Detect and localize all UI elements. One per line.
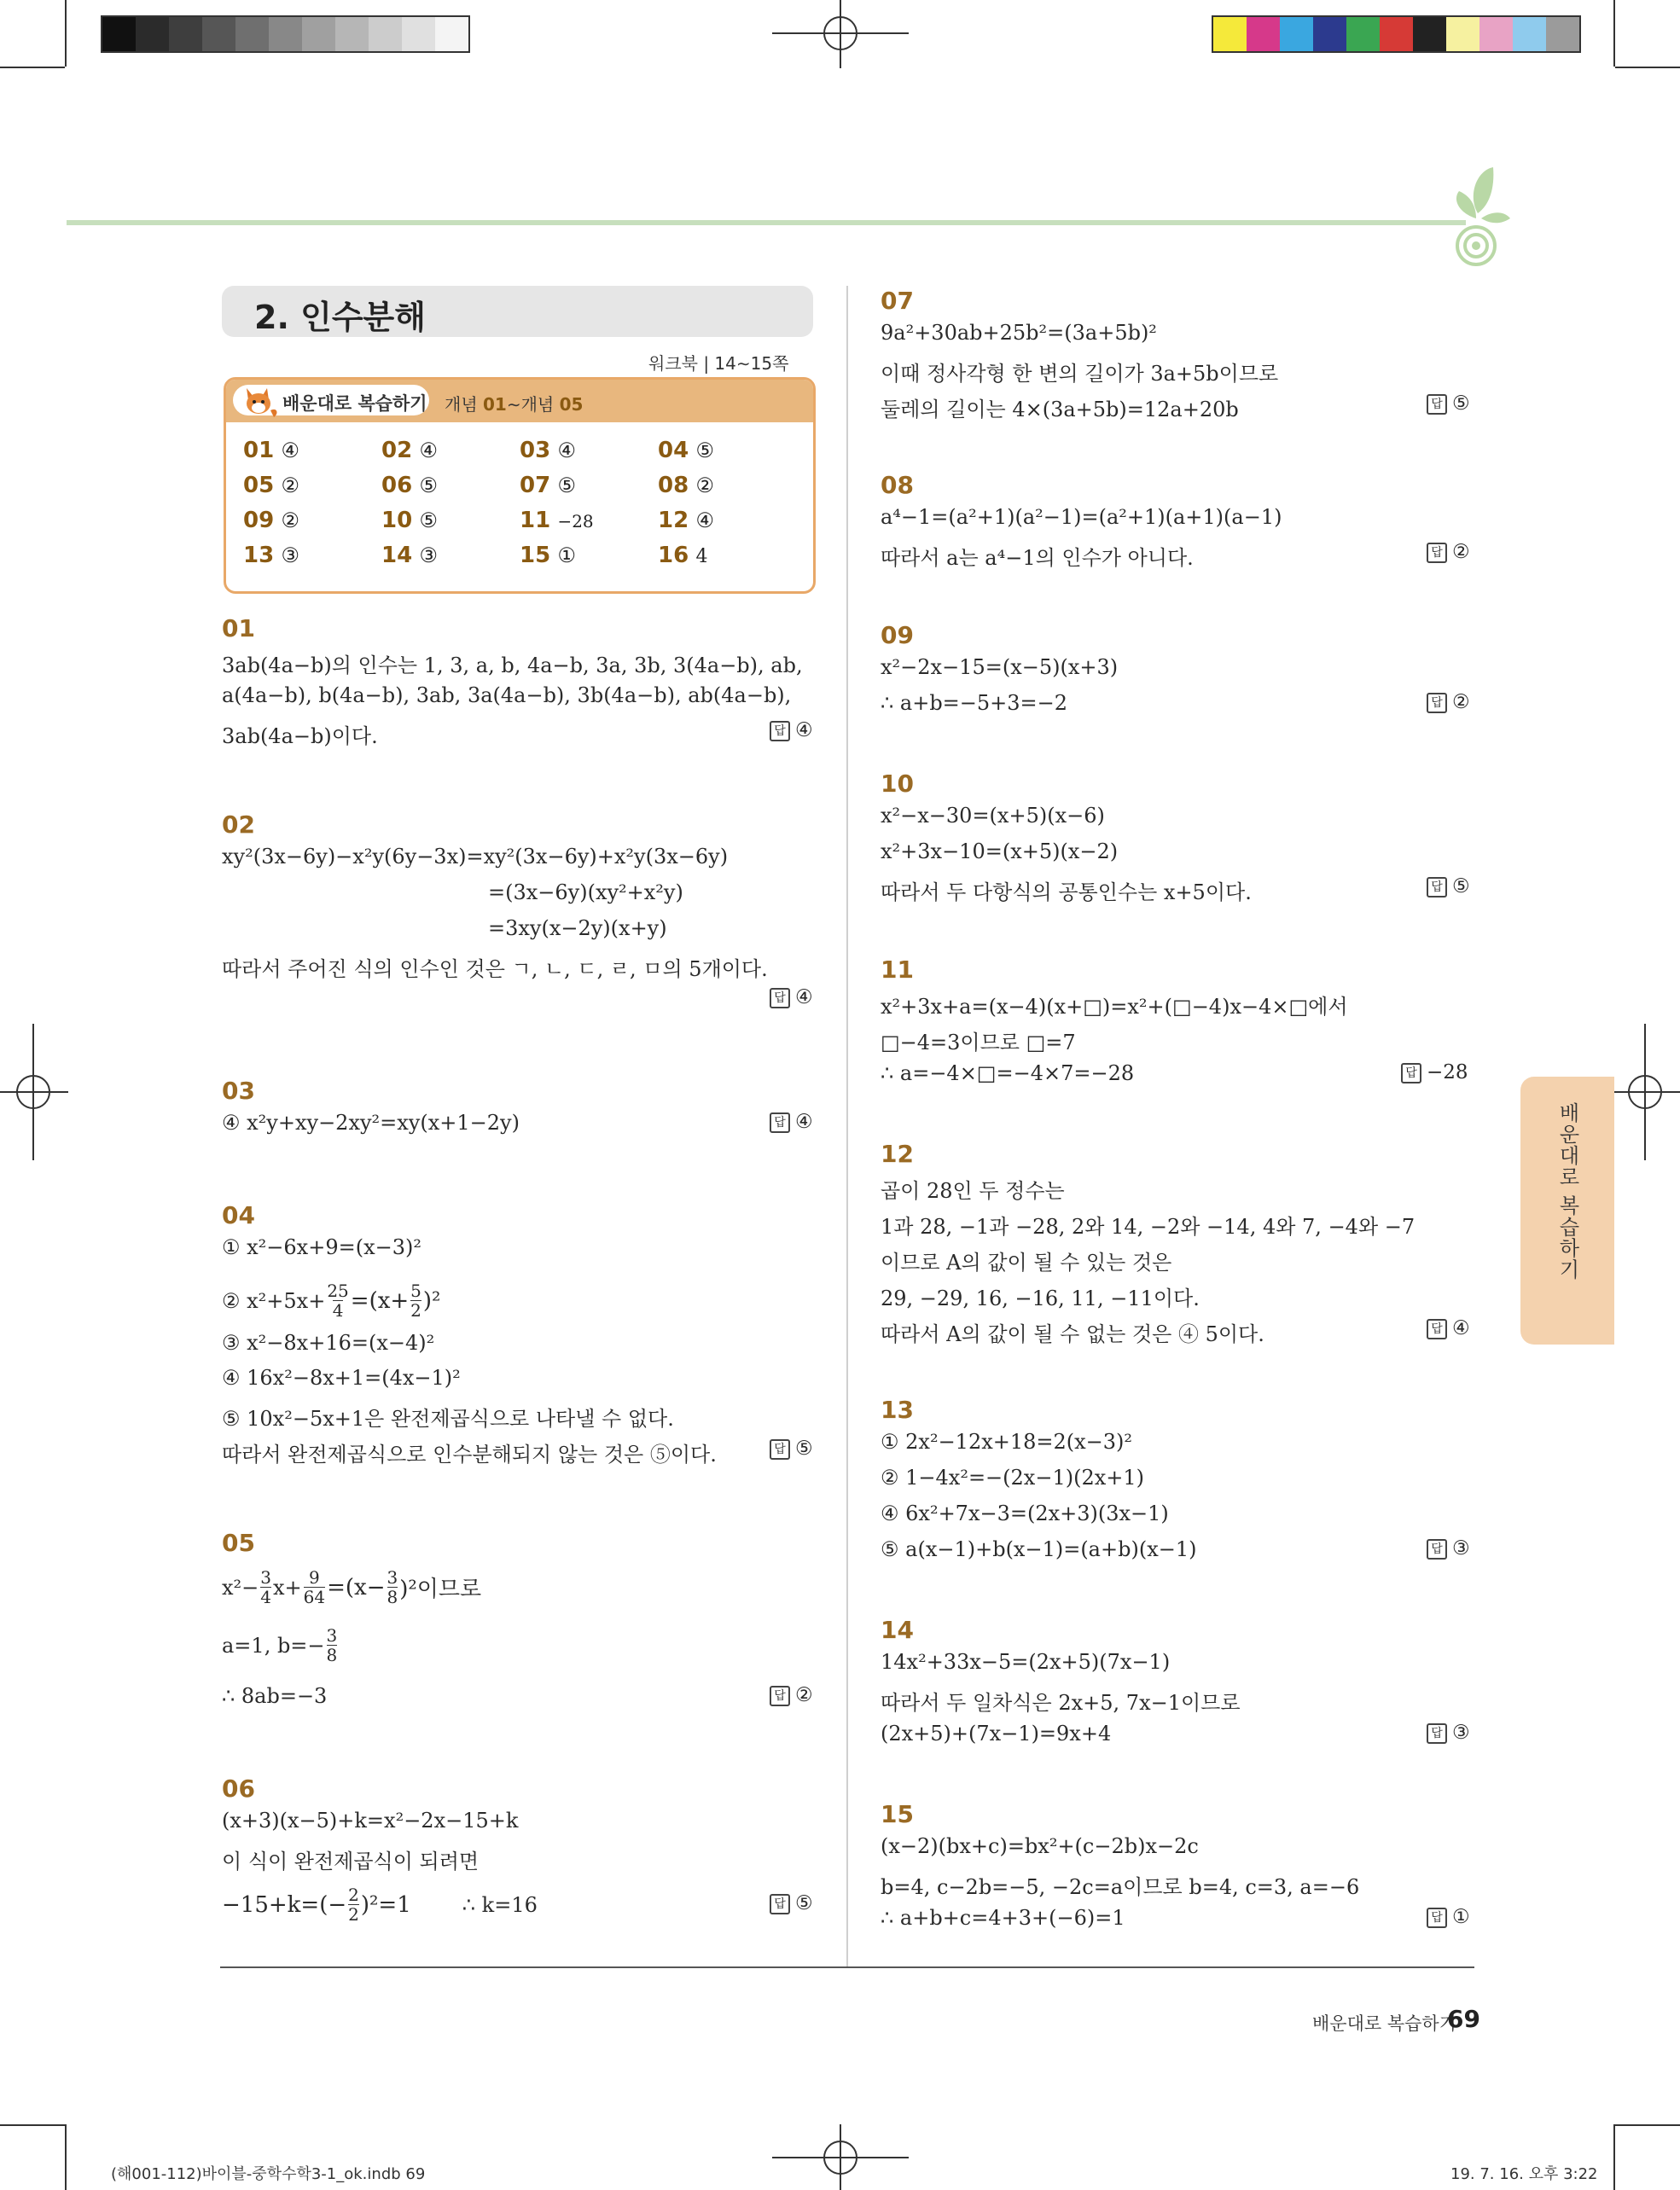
- solution-line: x²−x−30=(x+5)(x−6): [881, 804, 1105, 828]
- problem-number: 03: [222, 1077, 255, 1105]
- answer-label-icon: 답: [770, 1112, 790, 1133]
- color-swatch: [1213, 17, 1247, 51]
- registration-mark-left: [0, 1024, 68, 1160]
- solution-line: x²−2x−15=(x−5)(x+3): [881, 655, 1119, 679]
- answer-value: −28: [1427, 1061, 1468, 1083]
- solution-line: 이 식이 완전제곱식이 되려면: [222, 1850, 480, 1873]
- solution-line: a(4a−b), b(4a−b), 3ab, 3a(4a−b), 3b(4a−b), ab(4a−b),: [222, 683, 792, 707]
- solution-line: 따라서 주어진 식의 인수인 것은 ㄱ, ㄴ, ㄷ, ㄹ, ㅁ의 5개이다.: [222, 957, 768, 981]
- fraction: $\frac{25}{4}$: [327, 1281, 349, 1321]
- color-swatch: [1446, 17, 1479, 51]
- problem-number: 04: [222, 1201, 255, 1229]
- answer-value: ⑤: [1452, 392, 1470, 415]
- solution-line: ④ x²y+xy−2xy²=xy(x+1−2y): [222, 1111, 520, 1135]
- solution-line: x²+3x+a=(x−4)(x+□)=x²+(□−4)x−4×□에서: [881, 995, 1348, 1019]
- answer-mark: [1427, 1317, 1470, 1339]
- answer-value: ④: [795, 986, 813, 1008]
- gray-swatch: [169, 17, 202, 51]
- solution-line: x²− $\frac{3}{4}$ x+ $\frac{9}{64}$ =(x− $\frac{3}{8}$ )²이므로: [222, 1567, 482, 1607]
- solution-line: 둘레의 길이는 4×(3a+5b)=12a+20b: [881, 398, 1239, 421]
- problem-number: 10: [881, 770, 914, 798]
- answer-label-icon: 답: [1427, 394, 1447, 415]
- registration-mark-top: [772, 0, 909, 68]
- color-swatch: [1247, 17, 1280, 51]
- side-tab-label: 배운대로 복습하기: [1555, 1102, 1579, 1281]
- answer-item: 16 4: [658, 543, 708, 568]
- side-tab: [1520, 1077, 1614, 1345]
- answer-label-icon: 답: [770, 1686, 790, 1706]
- solution-line: ⑤ 10x²−5x+1은 완전제곱식으로 나타낼 수 없다.: [222, 1407, 674, 1431]
- fraction: $\frac{5}{2}$: [410, 1281, 421, 1321]
- answer-value: ⑤: [795, 1438, 813, 1460]
- solution-line: ∴ a=−4×□=−4×7=−28: [881, 1061, 1135, 1085]
- solution-line: ① 2x²−12x+18=2(x−3)²: [881, 1430, 1133, 1454]
- answer-item: 13 ③: [243, 543, 299, 568]
- solution-line: a=1, b=− $\frac{3}{8}$: [222, 1625, 338, 1665]
- concept-to: 05: [559, 394, 584, 415]
- color-swatch: [1380, 17, 1413, 51]
- answer-mark: [1427, 541, 1470, 563]
- solution-line: 9a²+30ab+25b²=(3a+5b)²: [881, 321, 1157, 345]
- solution-line: (2x+5)+(7x−1)=9x+4: [881, 1722, 1112, 1746]
- page-number: 69: [1447, 2005, 1480, 2033]
- solution-line: 3ab(4a−b)의 인수는 1, 3, a, b, 4a−b, 3a, 3b, 3(4a−b), ab,: [222, 654, 803, 677]
- answer-mark: [1401, 1061, 1468, 1083]
- print-date: 19. 7. 16. 오후 3:22: [1450, 2165, 1598, 2183]
- problem-number: 12: [881, 1140, 914, 1168]
- problem-number: 11: [881, 956, 914, 984]
- concept-range: [445, 391, 583, 415]
- print-file-info: (해001-112)바이블-중학수학3-1_ok.indb 69: [111, 2165, 426, 2183]
- solution-line: 따라서 A의 값이 될 수 없는 것은 ④ 5이다.: [881, 1322, 1264, 1346]
- section-title-bar: [222, 286, 813, 337]
- answer-value: ②: [1452, 691, 1470, 713]
- solution-line: ∴ 8ab=−3: [222, 1684, 328, 1708]
- column-divider: [846, 286, 848, 1966]
- answer-item: 07 ⑤: [520, 473, 576, 498]
- solution-line: 이때 정사각형 한 변의 길이가 3a+5b이므로: [881, 362, 1279, 386]
- answer-mark: [770, 1684, 813, 1706]
- section-title: 2. 인수분해: [254, 299, 426, 336]
- answer-label-icon: 답: [1401, 1063, 1421, 1083]
- problem-number: 07: [881, 287, 914, 315]
- solution-line: −15+k=(− $\frac{2}{2}$ )²=1 ∴ k=16: [222, 1885, 538, 1925]
- solution-line: ③ x²−8x+16=(x−4)²: [222, 1331, 435, 1355]
- gray-swatch: [302, 17, 335, 51]
- answer-value: ⑤: [795, 1892, 813, 1914]
- concept-prefix: 개념: [445, 394, 483, 415]
- concept-sep: ∼개념: [506, 394, 560, 415]
- solution-line: ∴ a+b=−5+3=−2: [881, 691, 1068, 715]
- solution-line: ② x²+5x+ $\frac{25}{4}$ =(x+ $\frac{5}{2}$ )²: [222, 1281, 441, 1321]
- solution-line: ④ 6x²+7x−3=(2x+3)(3x−1): [881, 1502, 1169, 1525]
- answer-item: 12 ④: [658, 508, 714, 533]
- answer-mark: [1427, 875, 1470, 897]
- gray-swatch: [235, 17, 269, 51]
- header-rule: [67, 220, 1466, 225]
- solution-line: ⑤ a(x−1)+b(x−1)=(a+b)(x−1): [881, 1537, 1197, 1561]
- crop-mark: [0, 2124, 65, 2126]
- fraction: $\frac{3}{8}$: [326, 1625, 338, 1665]
- solution-line: a⁴−1=(a²+1)(a²−1)=(a²+1)(a+1)(a−1): [881, 505, 1282, 529]
- color-calibration-bar: [1212, 15, 1581, 53]
- solution-line: (x−2)(bx+c)=bx²+(c−2b)x−2c: [881, 1834, 1199, 1858]
- answer-mark: [770, 1892, 813, 1914]
- answer-mark: [1427, 1722, 1470, 1744]
- footer-label: 배운대로 복습하기: [1312, 2013, 1456, 2034]
- answer-item: 01 ④: [243, 438, 299, 463]
- answer-mark: [1427, 1537, 1470, 1560]
- gray-swatch: [335, 17, 369, 51]
- answer-label-icon: 답: [770, 1894, 790, 1914]
- solution-line: xy²(3x−6y)−x²y(6y−3x)=xy²(3x−6y)+x²y(3x−6y): [222, 845, 729, 868]
- solution-line: ④ 16x²−8x+1=(4x−1)²: [222, 1366, 461, 1390]
- fraction: $\frac{3}{8}$: [387, 1567, 398, 1607]
- fraction: $\frac{3}{4}$: [260, 1567, 271, 1607]
- answer-value: ②: [795, 1684, 813, 1706]
- solution-line: b=4, c−2b=−5, −2c=a이므로 b=4, c=3, a=−6: [881, 1875, 1360, 1899]
- leaf-ornament-icon: [1433, 162, 1519, 273]
- registration-mark-bottom: [772, 2124, 909, 2190]
- answer-label-icon: 답: [1427, 1723, 1447, 1744]
- solution-line: =(3x−6y)(xy²+x²y): [488, 880, 683, 904]
- solution-line: 3ab(4a−b)이다.: [222, 724, 378, 748]
- answer-mark: [1427, 392, 1470, 415]
- crop-mark: [65, 0, 67, 67]
- solution-line: 따라서 두 다항식의 공통인수는 x+5이다.: [881, 880, 1252, 904]
- answer-mark: [770, 1111, 813, 1133]
- answer-mark: [770, 1438, 813, 1460]
- answer-label-icon: 답: [1427, 693, 1447, 713]
- solution-line: 곱이 28인 두 정수는: [881, 1179, 1065, 1203]
- solution-line: =3xy(x−2y)(x+y): [488, 916, 667, 940]
- answer-mark: [1427, 691, 1470, 713]
- problem-number: 02: [222, 810, 255, 839]
- solution-line: 14x²+33x−5=(2x+5)(7x−1): [881, 1650, 1171, 1674]
- review-answer-header: [226, 380, 813, 422]
- fox-mascot-icon: [241, 385, 279, 419]
- problem-number: 09: [881, 621, 914, 649]
- answer-value: ⑤: [1452, 875, 1470, 897]
- answer-item: 11 −28: [520, 508, 594, 533]
- review-badge: [233, 385, 429, 415]
- color-swatch: [1513, 17, 1546, 51]
- solution-line: 따라서 두 일차식은 2x+5, 7x−1이므로: [881, 1691, 1241, 1715]
- gray-swatch: [269, 17, 302, 51]
- footer-rule: [220, 1966, 1474, 1968]
- answer-item: 08 ②: [658, 473, 714, 498]
- answer-label-icon: 답: [770, 988, 790, 1008]
- answer-mark: [1427, 1906, 1470, 1928]
- answer-value: ①: [1452, 1906, 1470, 1928]
- answer-label-icon: 답: [1427, 1539, 1447, 1560]
- solution-line: 따라서 완전제곱식으로 인수분해되지 않는 것은 ⑤이다.: [222, 1443, 717, 1467]
- crop-mark: [0, 67, 65, 68]
- answer-value: ③: [1452, 1722, 1470, 1744]
- problem-number: 14: [881, 1616, 914, 1644]
- answer-label-icon: 답: [1427, 1319, 1447, 1339]
- fraction: $\frac{2}{2}$: [348, 1885, 359, 1925]
- crop-mark: [1615, 2124, 1680, 2126]
- crop-mark: [1615, 67, 1680, 68]
- solution-line: (x+3)(x−5)+k=x²−2x−15+k: [222, 1809, 519, 1833]
- answer-mark: [770, 986, 813, 1008]
- color-swatch: [1546, 17, 1579, 51]
- review-badge-label: 배운대로 복습하기: [282, 393, 427, 414]
- color-swatch: [1346, 17, 1380, 51]
- answer-value: ④: [1452, 1317, 1470, 1339]
- gray-swatch: [402, 17, 435, 51]
- workbook-reference: 워크북 | 14∼15쪽: [648, 353, 789, 374]
- answer-item: 04 ⑤: [658, 438, 714, 463]
- gray-swatch: [102, 17, 136, 51]
- crop-mark: [65, 2124, 67, 2190]
- answer-label-icon: 답: [770, 1439, 790, 1460]
- answer-item: 06 ⑤: [381, 473, 438, 498]
- gray-swatch: [369, 17, 402, 51]
- crop-mark: [1613, 2124, 1615, 2190]
- problem-number: 05: [222, 1529, 255, 1557]
- answer-item: 02 ④: [381, 438, 438, 463]
- solution-line: ② 1−4x²=−(2x−1)(2x+1): [881, 1466, 1144, 1490]
- answer-label-icon: 답: [1427, 1908, 1447, 1928]
- review-answer-box: [224, 377, 816, 594]
- concept-from: 01: [483, 394, 507, 415]
- answer-value: ④: [795, 719, 813, 741]
- color-swatch: [1413, 17, 1446, 51]
- grayscale-bar: [101, 15, 470, 53]
- solution-line: 1과 28, −1과 −28, 2와 14, −2와 −14, 4와 7, −4와 −7: [881, 1215, 1416, 1239]
- answer-label-icon: 답: [1427, 543, 1447, 563]
- answer-label-icon: 답: [770, 721, 790, 741]
- problem-number: 13: [881, 1396, 914, 1424]
- solution-line: ∴ a+b+c=4+3+(−6)=1: [881, 1906, 1125, 1930]
- solution-line: 이므로 A의 값이 될 수 있는 것은: [881, 1251, 1172, 1275]
- color-swatch: [1280, 17, 1313, 51]
- answer-item: 03 ④: [520, 438, 576, 463]
- answer-item: 15 ①: [520, 543, 576, 568]
- answer-item: 14 ③: [381, 543, 438, 568]
- gray-swatch: [202, 17, 235, 51]
- answer-item: 10 ⑤: [381, 508, 438, 533]
- solution-line: ① x²−6x+9=(x−3)²: [222, 1235, 421, 1259]
- color-swatch: [1313, 17, 1346, 51]
- answer-value: ④: [795, 1111, 813, 1133]
- solution-line: □−4=3이므로 □=7: [881, 1031, 1076, 1054]
- solution-line: 따라서 a는 a⁴−1의 인수가 아니다.: [881, 546, 1194, 570]
- gray-swatch: [435, 17, 468, 51]
- crop-mark: [1613, 0, 1615, 67]
- gray-swatch: [136, 17, 169, 51]
- answer-item: 05 ②: [243, 473, 299, 498]
- fraction: $\frac{9}{64}$: [303, 1567, 326, 1607]
- answer-item: 09 ②: [243, 508, 299, 533]
- solution-line: x²+3x−10=(x+5)(x−2): [881, 839, 1119, 863]
- problem-number: 15: [881, 1800, 914, 1828]
- answer-value: ②: [1452, 541, 1470, 563]
- answer-label-icon: 답: [1427, 877, 1447, 897]
- registration-mark-right: [1612, 1024, 1680, 1160]
- solution-line: 29, −29, 16, −16, 11, −11이다.: [881, 1287, 1200, 1310]
- answer-value: ③: [1452, 1537, 1470, 1560]
- problem-number: 01: [222, 614, 255, 642]
- color-swatch: [1479, 17, 1513, 51]
- answer-mark: [770, 719, 813, 741]
- problem-number: 06: [222, 1775, 255, 1803]
- problem-number: 08: [881, 471, 914, 499]
